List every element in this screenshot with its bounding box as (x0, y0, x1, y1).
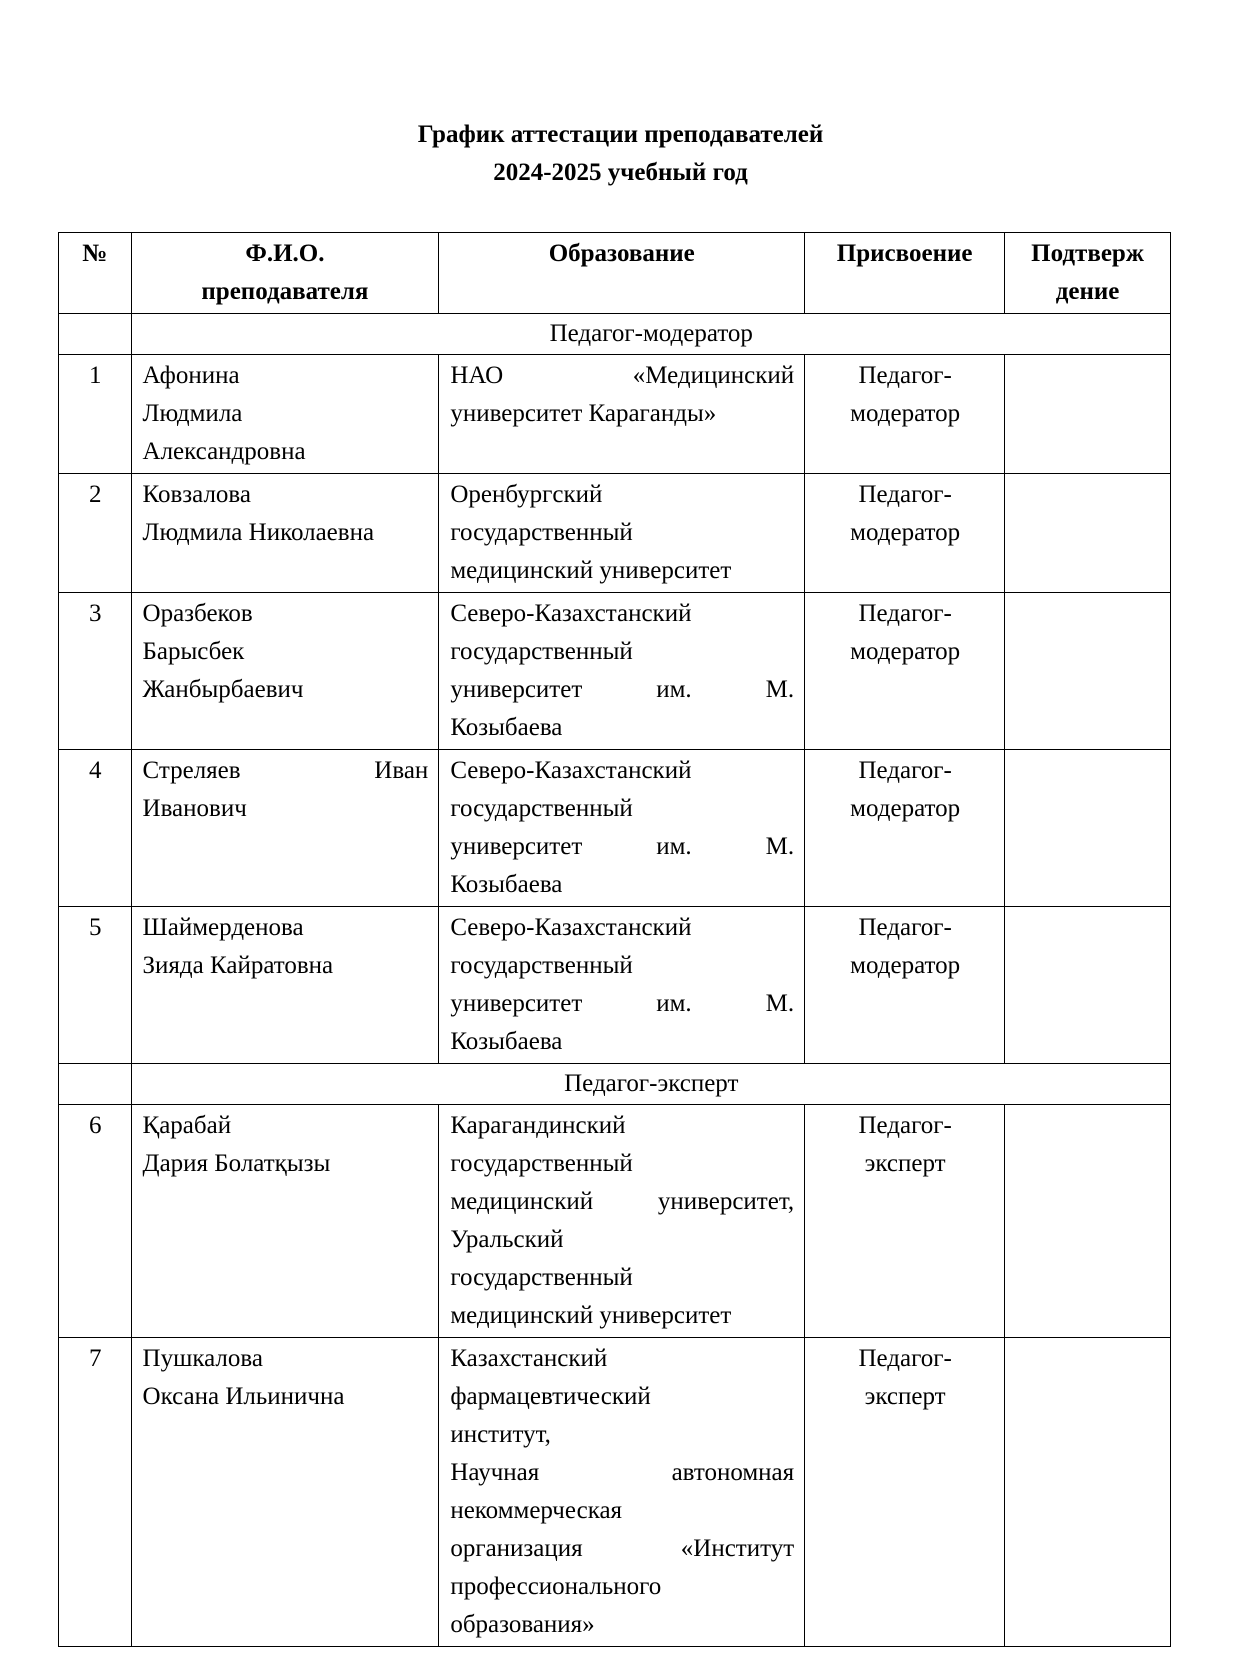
table-row (59, 750, 1171, 907)
section-title: Педагог-эксперт (131, 1064, 1170, 1105)
education-cell (439, 355, 805, 474)
row-num: 2 (59, 474, 132, 593)
name-line: Дария Болатқызы (142, 1150, 331, 1177)
section-num-cell (59, 1064, 132, 1105)
education-line: организация «Институт (450, 1535, 795, 1562)
confirm-cell (1005, 593, 1171, 750)
assignment-line: модератор (850, 952, 961, 979)
assignment-line: модератор (850, 638, 961, 665)
name-line: Зияда Кайратовна (142, 952, 334, 979)
education-line: Казахстанский (450, 1345, 608, 1372)
education-line: некоммерческая (450, 1497, 623, 1524)
education-cell (439, 474, 805, 593)
header-confirm: Подтверж дение (1005, 233, 1171, 314)
education-line: университет им. М. (450, 990, 795, 1017)
education-cell (439, 750, 805, 907)
assignment-cell (805, 750, 1005, 907)
assignment-line: Педагог- (858, 362, 952, 389)
section-title: Педагог-модератор (131, 314, 1170, 355)
assignment-line: Педагог- (858, 1112, 952, 1139)
education-line: Уральский (450, 1226, 564, 1253)
education-line: НАО «Медицинский (450, 362, 795, 389)
teacher-name (131, 1105, 439, 1338)
assignment-line: модератор (850, 519, 961, 546)
education-cell (439, 593, 805, 750)
education-line: медицинский университет (450, 557, 732, 584)
confirm-cell (1005, 474, 1171, 593)
name-line: Людмила (142, 400, 243, 427)
education-line: государственный (450, 638, 633, 665)
education-line: Северо-Казахстанский (450, 757, 692, 784)
education-line: университет им. М. (450, 676, 795, 703)
name-line: Людмила Николаевна (142, 519, 375, 546)
education-line: университет Караганды» (450, 400, 717, 427)
name-line: Шаймерденова (142, 914, 304, 941)
teacher-name (131, 355, 439, 474)
confirm-cell (1005, 907, 1171, 1064)
assignment-line: Педагог- (858, 600, 952, 627)
table-header-row (59, 233, 1171, 314)
education-line: Северо-Казахстанский (450, 914, 692, 941)
attestation-table (58, 232, 1171, 1647)
table-row (59, 907, 1171, 1064)
name-line: Александровна (142, 438, 306, 465)
education-line: образования» (450, 1611, 595, 1638)
education-line: Северо-Казахстанский (450, 600, 692, 627)
assignment-line: эксперт (864, 1383, 946, 1410)
education-cell (439, 907, 805, 1064)
education-cell (439, 1338, 805, 1647)
assignment-line: Педагог- (858, 914, 952, 941)
name-line: Ковзалова (142, 481, 252, 508)
name-line: Оразбеков (142, 600, 253, 627)
education-line: Козыбаева (450, 714, 563, 741)
name-line: Оксана Ильинична (142, 1383, 345, 1410)
header-assignment: Присвоение (805, 233, 1005, 314)
row-num: 3 (59, 593, 132, 750)
assignment-cell (805, 1338, 1005, 1647)
confirm-cell (1005, 1105, 1171, 1338)
education-line: медицинский университет (450, 1302, 732, 1329)
education-line: государственный (450, 1264, 633, 1291)
assignment-cell (805, 1105, 1005, 1338)
education-line: университет им. М. (450, 833, 795, 860)
education-cell (439, 1105, 805, 1338)
education-line: государственный (450, 795, 633, 822)
education-line: государственный (450, 519, 633, 546)
assignment-line: модератор (850, 400, 961, 427)
section-row (59, 1064, 1171, 1105)
name-line: Афонина (142, 362, 240, 389)
confirm-cell (1005, 1338, 1171, 1647)
education-line: государственный (450, 1150, 633, 1177)
education-line: фармацевтический (450, 1383, 651, 1410)
row-num: 5 (59, 907, 132, 1064)
table-row (59, 1105, 1171, 1338)
header-education: Образование (439, 233, 805, 314)
table-row (59, 474, 1171, 593)
teacher-name (131, 593, 439, 750)
row-num: 4 (59, 750, 132, 907)
table-row (59, 1338, 1171, 1647)
table-body (59, 314, 1171, 1647)
education-line: Карагандинский (450, 1112, 626, 1139)
education-line: государственный (450, 952, 633, 979)
section-num-cell (59, 314, 132, 355)
row-num: 6 (59, 1105, 132, 1338)
teacher-name (131, 907, 439, 1064)
table-row (59, 355, 1171, 474)
assignment-line: Педагог- (858, 1345, 952, 1372)
assignment-line: эксперт (864, 1150, 946, 1177)
teacher-name (131, 1338, 439, 1647)
education-line: Оренбургский (450, 481, 603, 508)
name-line: Жанбырбаевич (142, 676, 304, 703)
name-line: Иванович (142, 795, 247, 822)
teacher-name (131, 750, 439, 907)
education-line: институт, (450, 1421, 551, 1448)
education-line: Козыбаева (450, 871, 563, 898)
name-line: Стреляев Иван (142, 757, 429, 784)
confirm-cell (1005, 750, 1171, 907)
row-num: 1 (59, 355, 132, 474)
header-name: Ф.И.О. преподавателя (131, 233, 439, 314)
education-line: профессионального (450, 1573, 662, 1600)
assignment-cell (805, 907, 1005, 1064)
name-line: Барысбек (142, 638, 245, 665)
assignment-cell (805, 355, 1005, 474)
name-line: Қарабай (142, 1112, 232, 1139)
confirm-cell (1005, 355, 1171, 474)
title-line-1: График аттестации преподавателей (417, 121, 824, 148)
assignment-cell (805, 593, 1005, 750)
education-line: Козыбаева (450, 1028, 563, 1055)
assignment-line: модератор (850, 795, 961, 822)
education-line: медицинский университет, (450, 1188, 795, 1215)
assignment-line: Педагог- (858, 757, 952, 784)
title-line-2: 2024-2025 учебный год (493, 159, 748, 186)
teacher-name (131, 474, 439, 593)
assignment-cell (805, 474, 1005, 593)
header-num: № (59, 233, 132, 314)
table-row (59, 593, 1171, 750)
name-line: Пушкалова (142, 1345, 263, 1372)
education-line: Научная автономная (450, 1459, 795, 1486)
document-title (0, 116, 1241, 192)
section-row (59, 314, 1171, 355)
row-num: 7 (59, 1338, 132, 1647)
assignment-line: Педагог- (858, 481, 952, 508)
